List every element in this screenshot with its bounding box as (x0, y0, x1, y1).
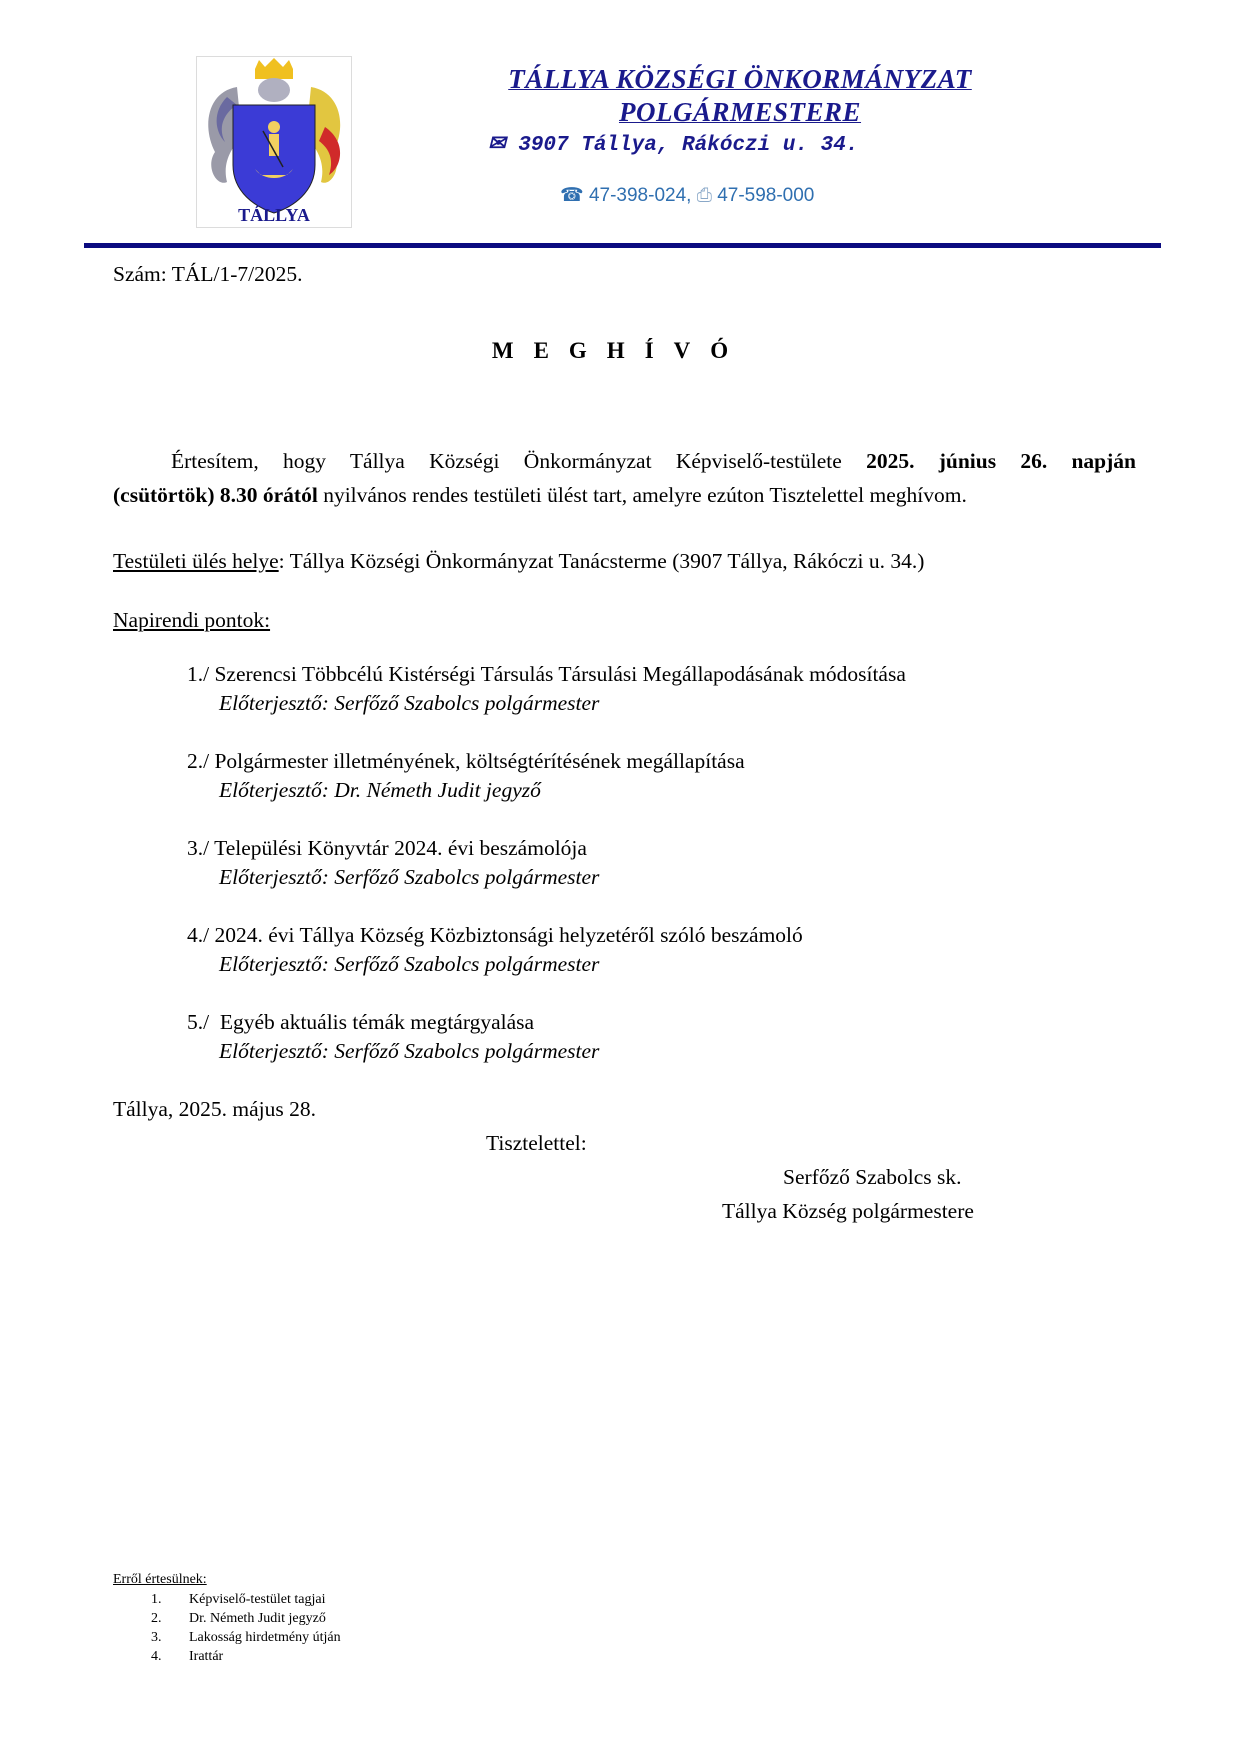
agenda-item-title: 5./ Egyéb aktuális témák megtárgyalása (187, 1010, 535, 1034)
meeting-date: 2025. június 26. napján (866, 449, 1137, 473)
document-title: MEGHÍVÓ (491, 338, 749, 363)
agenda-heading: Napirendi pontok: (113, 608, 271, 632)
envelope-icon: ✉ (488, 134, 506, 157)
distribution-item-number: 1. (151, 1592, 162, 1607)
distribution-item: Lakosság hirdetmény útján (189, 1630, 341, 1645)
document-number: Szám: TÁL/1-7/2025. (113, 262, 303, 286)
distribution-item: Irattár (189, 1649, 224, 1664)
closing-greeting: Tisztelettel: (486, 1131, 587, 1155)
signer-name: Serfőző Szabolcs sk. (783, 1165, 962, 1189)
coat-of-arms-logo (196, 56, 352, 228)
distribution-item-number: 4. (151, 1649, 162, 1664)
phone-icon: ☎ (560, 185, 584, 206)
agenda-item-presenter: Előterjesztő: Serfőző Szabolcs polgármester (219, 865, 600, 889)
address-line (488, 131, 858, 157)
intro-line2 (113, 478, 967, 512)
distribution-item: Dr. Németh Judit jegyző (189, 1611, 326, 1626)
distribution-item-number: 3. (151, 1630, 162, 1645)
fax-number: 47-598-000 (717, 185, 815, 206)
distribution-item-number: 2. (151, 1611, 162, 1626)
venue-label: Testületi ülés helye (113, 549, 279, 573)
logo-label: TÁLLYA (238, 205, 310, 225)
place-and-date: Tállya, 2025. május 28. (113, 1097, 317, 1121)
agenda-item-presenter: Előterjesztő: Serfőző Szabolcs polgármester (219, 1039, 600, 1063)
venue-text: : Tállya Községi Önkormányzat Tanácsterme (3907 Tállya, Rákóczi u. 34.) (278, 549, 925, 573)
agenda-item-title: 2./ Polgármester illetményének, költségtérítésének megállapítása (187, 749, 745, 773)
phone-number: 47-398-024, (588, 185, 692, 206)
org-name-line2: POLGÁRMESTERE (618, 97, 862, 127)
agenda-item-presenter: Előterjesztő: Dr. Németh Judit jegyző (219, 778, 541, 802)
meeting-time: (csütörtök) 8.30 órától (113, 483, 318, 507)
agenda-item-title: 4./ 2024. évi Tállya Község Közbiztonsági helyzetéről szóló beszámoló (187, 923, 803, 947)
distribution-heading: Erről értesülnek: (113, 1572, 207, 1587)
agenda-item-presenter: Előterjesztő: Serfőző Szabolcs polgármester (219, 952, 600, 976)
fax-icon: ⎙ (696, 185, 712, 206)
address-text: 3907 Tállya, Rákóczi u. 34. (518, 134, 859, 157)
intro-text: Értesítem, hogy Tállya Községi Önkormányzat Képviselő-testülete (171, 449, 842, 473)
distribution-item: Képviselő-testület tagjai (189, 1592, 326, 1607)
agenda-item-title: 3./ Települési Könyvtár 2024. évi beszámolója (187, 836, 587, 860)
contact-line (560, 184, 814, 207)
intro-text-cont: nyilvános rendes testületi ülést tart, amelyre ezúton Tisztelettel meghívom. (323, 483, 967, 507)
agenda-item-title: 1./ Szerencsi Többcélú Kistérségi Társulás Társulási Megállapodásának módosítása (187, 662, 906, 686)
intro-line1 (113, 444, 1136, 478)
agenda-item-presenter: Előterjesztő: Serfőző Szabolcs polgármester (219, 691, 600, 715)
header-divider (84, 243, 1161, 248)
org-name-line1: TÁLLYA KÖZSÉGI ÖNKORMÁNYZAT (508, 64, 972, 94)
signer-title: Tállya Község polgármestere (722, 1199, 974, 1223)
venue-line (113, 544, 924, 578)
